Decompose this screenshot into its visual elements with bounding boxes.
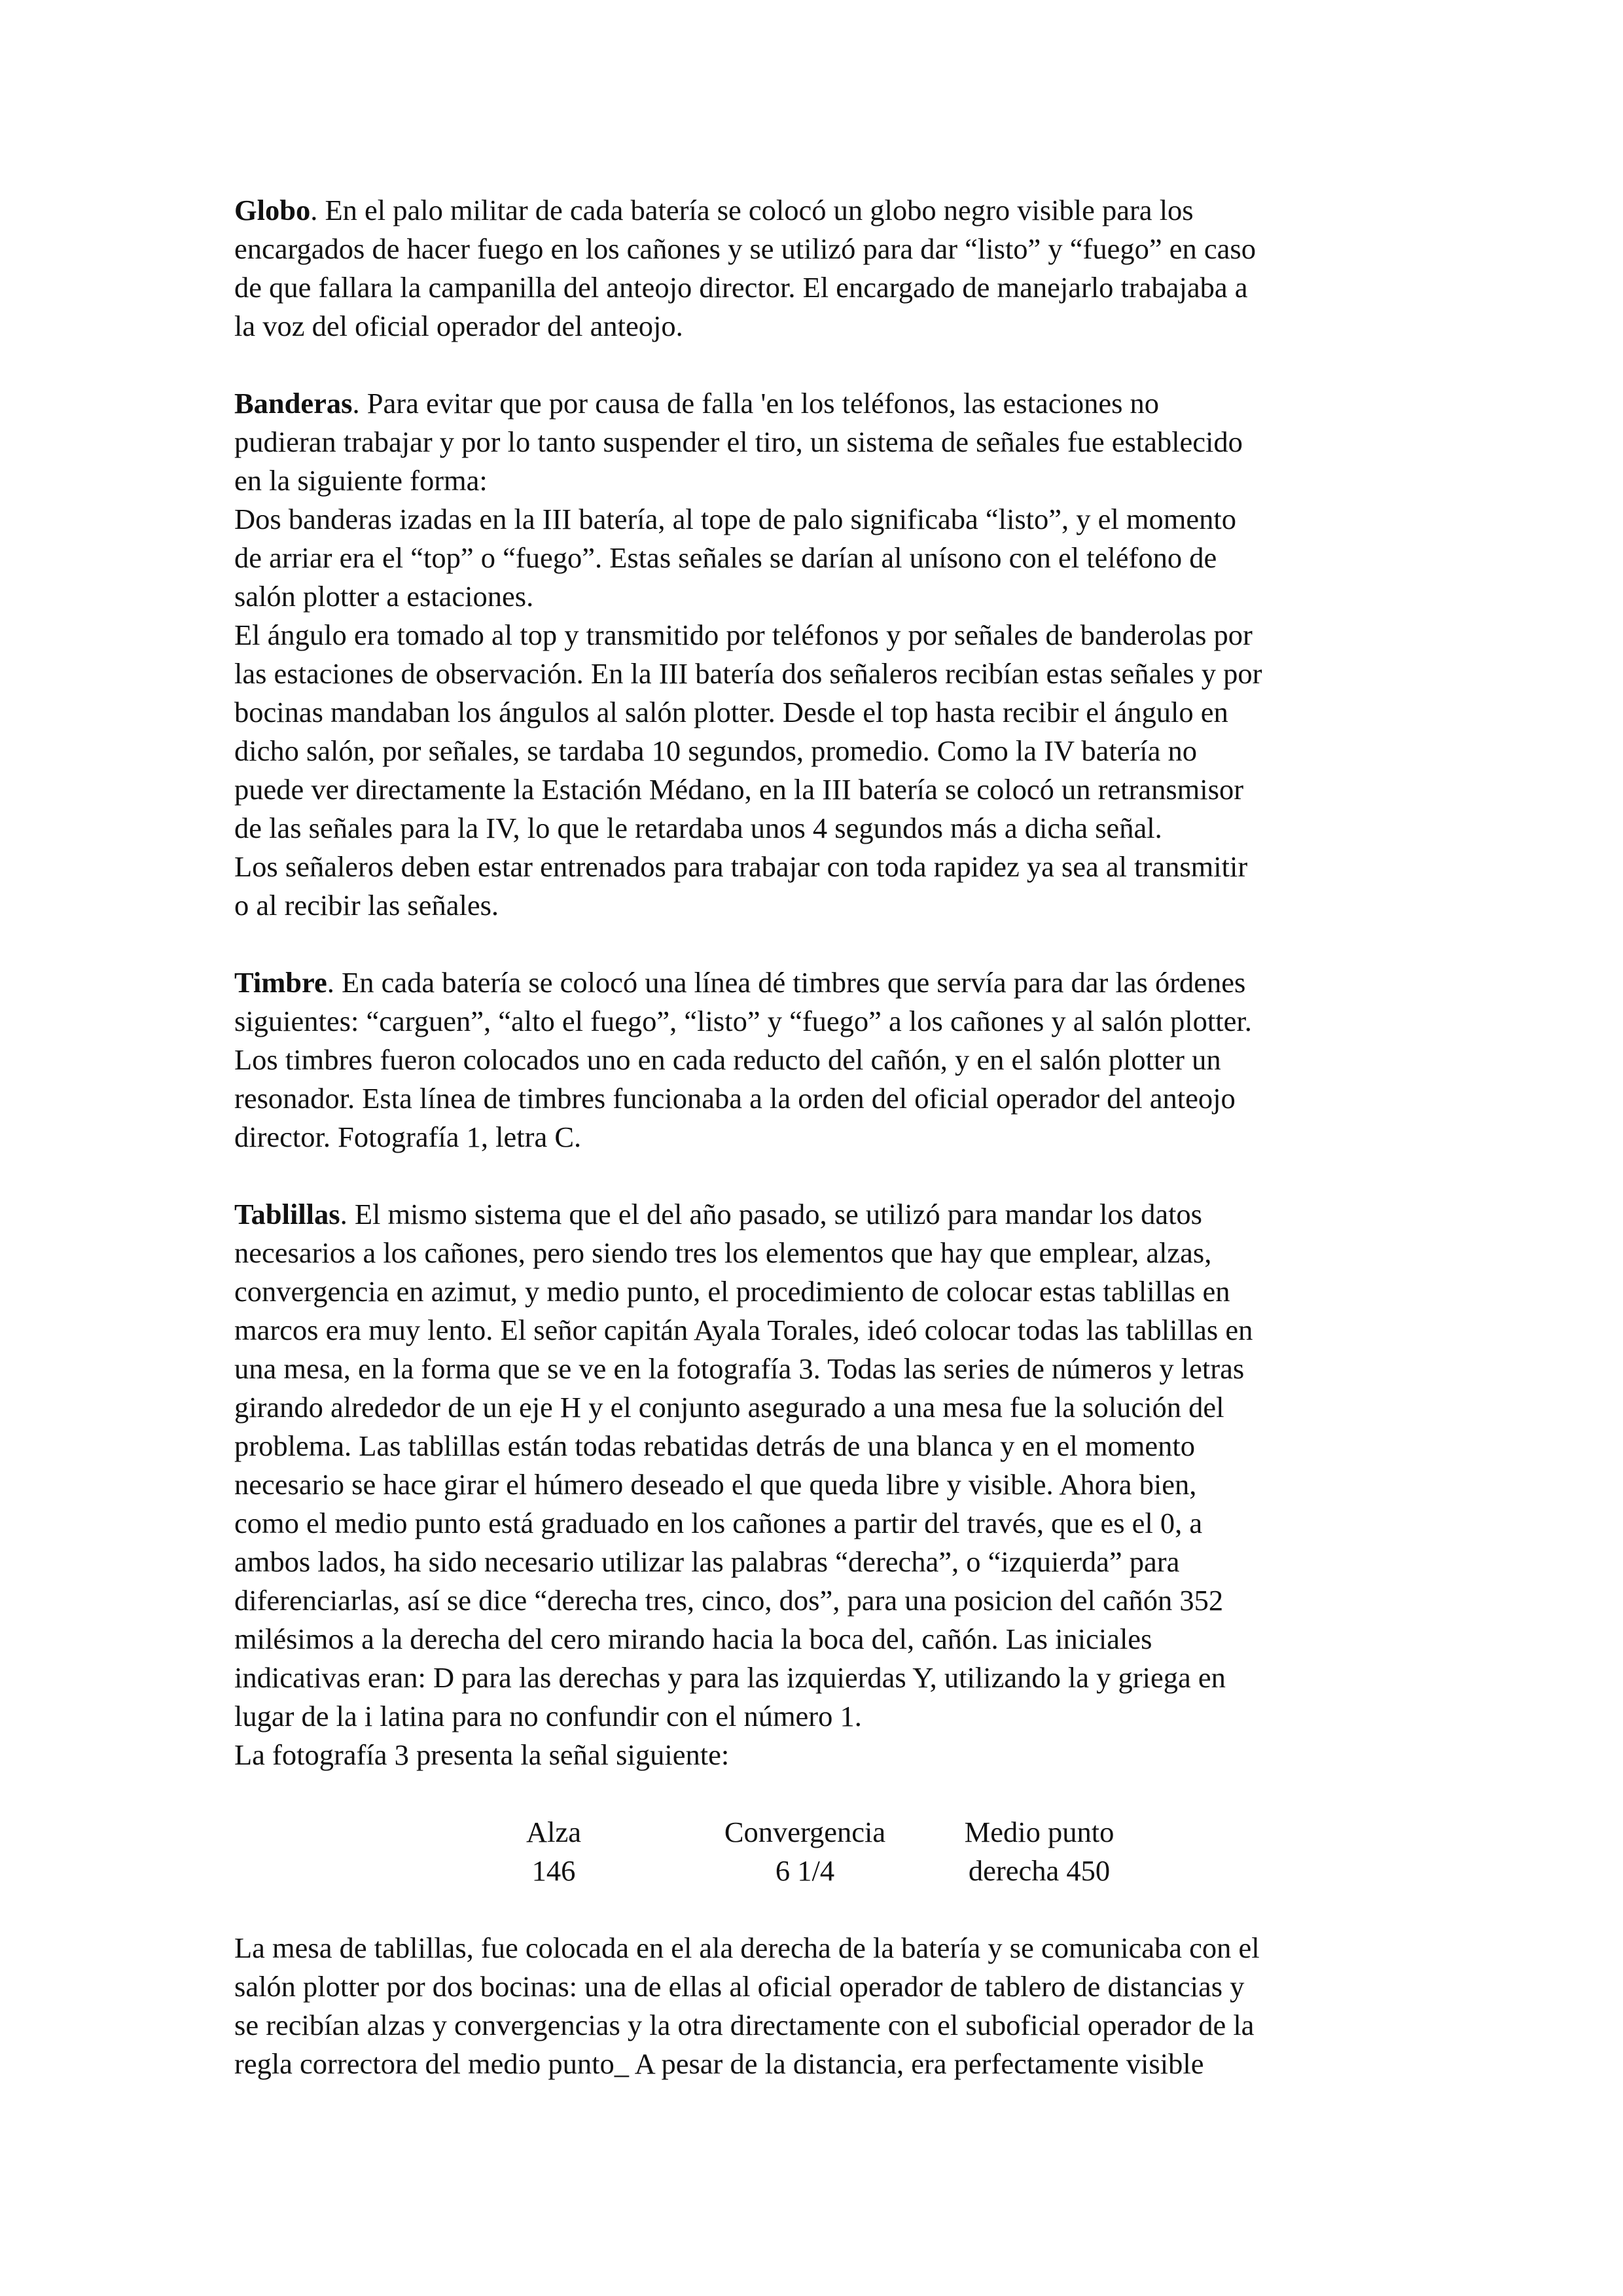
text-line: marcos era muy lento. El señor capitán Ayala Torales, ideó colocar todas las tablillas en <box>234 1314 1253 1346</box>
paragraph-mesa <box>234 1929 1406 2083</box>
table-row <box>432 1852 1144 1890</box>
text-line: encargados de hacer fuego en los cañones y se utilizó para dar “listo” y “fuego” en caso <box>234 232 1256 265</box>
heading-globo: Globo <box>234 194 311 226</box>
text-line: diferenciarlas, así se dice “derecha tres, cinco, dos”, para una posicion del cañón 352 <box>234 1584 1224 1617</box>
text-line: una mesa, en la forma que se ve en la fotografía 3. Todas las series de números y letras <box>234 1352 1245 1385</box>
heading-tablillas: Tablillas <box>234 1198 340 1230</box>
value-medio-punto: derecha 450 <box>968 1854 1111 1887</box>
text-line: las estaciones de observación. En la III batería dos señaleros recibían estas señales y por <box>234 657 1262 690</box>
text-line: lugar de la i latina para no confundir con el número 1. <box>234 1700 862 1732</box>
text-line: o al recibir las señales. <box>234 889 499 922</box>
text-line: Los timbres fueron colocados uno en cada reducto del cañón, y en el salón plotter un <box>234 1043 1221 1076</box>
document-page <box>234 191 1406 2083</box>
paragraph-globo <box>234 191 1406 346</box>
header-convergencia: Convergencia <box>724 1816 886 1848</box>
paragraph-tablillas <box>234 1195 1406 1774</box>
text-line: bocinas mandaban los ángulos al salón plotter. Desde el top hasta recibir el ángulo en <box>234 696 1228 728</box>
text-line: necesario se hace girar el húmero deseado el que queda libre y visible. Ahora bien, <box>234 1468 1197 1501</box>
text-line: en la siguiente forma: <box>234 464 488 497</box>
paragraph-banderas <box>234 384 1406 925</box>
text-line: milésimos a la derecha del cero mirando hacia la boca del, cañón. Las iniciales <box>234 1623 1152 1655</box>
text-line: como el medio punto está graduado en los cañones a partir del través, que es el 0, a <box>234 1507 1203 1539</box>
heading-timbre: Timbre <box>234 966 327 999</box>
value-convergencia: 6 1/4 <box>775 1854 835 1887</box>
text-line: Timbre. En cada batería se colocó una línea dé timbres que servía para dar las órdenes <box>234 966 1246 999</box>
text-line: dicho salón, por señales, se tardaba 10 segundos, promedio. Como la IV batería no <box>234 734 1198 767</box>
text-line: La fotografía 3 presenta la señal siguiente: <box>234 1738 730 1771</box>
text-line: necesarios a los cañones, pero siendo tres los elementos que hay que emplear, alzas, <box>234 1236 1212 1269</box>
text-line: indicativas eran: D para las derechas y para las izquierdas Y, utilizando la y griega en <box>234 1661 1226 1694</box>
text-line: siguientes: “carguen”, “alto el fuego”, “listo” y “fuego” a los cañones y al salón plotter. <box>234 1005 1252 1037</box>
text-line: puede ver directamente la Estación Médano, en la III batería se colocó un retransmisor <box>234 773 1244 806</box>
text-line: problema. Las tablillas están todas rebatidas detrás de una blanca y en el momento <box>234 1429 1196 1462</box>
header-medio-punto: Medio punto <box>964 1816 1115 1848</box>
text-line: Los señaleros deben estar entrenados para trabajar con toda rapidez ya sea al transmitir <box>234 850 1248 883</box>
header-alza: Alza <box>526 1816 581 1848</box>
text-line: pudieran trabajar y por lo tanto suspender el tiro, un sistema de señales fue establecido <box>234 425 1243 458</box>
text-line: La mesa de tablillas, fue colocada en el ala derecha de la batería y se comunicaba con el <box>234 1931 1260 1964</box>
text-line: se recibían alzas y convergencias y la otra directamente con el suboficial operador de la <box>234 2009 1255 2041</box>
text-line: convergencia en azimut, y medio punto, el procedimiento de colocar estas tablillas en <box>234 1275 1230 1308</box>
table-header-row <box>432 1813 1144 1852</box>
text-line: Banderas. Para evitar que por causa de falla 'en los teléfonos, las estaciones no <box>234 387 1160 420</box>
heading-banderas: Banderas <box>234 387 353 420</box>
text-line: salón plotter por dos bocinas: una de ellas al oficial operador de tablero de distancias y <box>234 1970 1245 2003</box>
text-line: director. Fotografía 1, letra C. <box>234 1121 582 1153</box>
text-line: girando alrededor de un eje H y el conjunto asegurado a una mesa fue la solución del <box>234 1391 1224 1424</box>
text-line: salón plotter a estaciones. <box>234 580 534 613</box>
text-line: de las señales para la IV, lo que le retardaba unos 4 segundos más a dicha señal. <box>234 812 1162 844</box>
text-line: regla correctora del medio punto_ A pesar de la distancia, era perfectamente visible <box>234 2047 1204 2080</box>
text-line: ambos lados, ha sido necesario utilizar las palabras “derecha”, o “izquierda” para <box>234 1545 1180 1578</box>
text-line: El ángulo era tomado al top y transmitido por teléfonos y por señales de banderolas por <box>234 619 1253 651</box>
text-line: de que fallara la campanilla del anteojo director. El encargado de manejarlo trabajaba a <box>234 271 1248 304</box>
text-line: de arriar era el “top” o “fuego”. Estas señales se darían al unísono con el teléfono de <box>234 541 1217 574</box>
text-line: Globo. En el palo militar de cada batería se colocó un globo negro visible para los <box>234 194 1194 226</box>
text-line: resonador. Esta línea de timbres funcionaba a la orden del oficial operador del anteojo <box>234 1082 1236 1115</box>
value-alza: 146 <box>531 1854 576 1887</box>
text-line: la voz del oficial operador del anteojo. <box>234 310 683 342</box>
signal-table <box>432 1813 1144 1890</box>
text-line: Dos banderas izadas en la III batería, al tope de palo significaba “listo”, y el momento <box>234 503 1236 535</box>
paragraph-timbre <box>234 963 1406 1157</box>
text-line: Tablillas. El mismo sistema que el del año pasado, se utilizó para mandar los datos <box>234 1198 1203 1230</box>
